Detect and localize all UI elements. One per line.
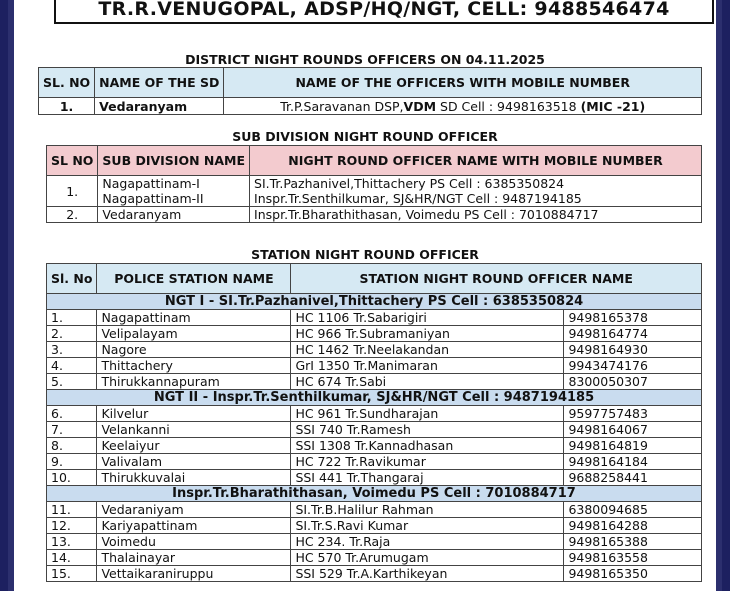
cell-ps: Valivalam [97, 454, 291, 470]
cell-cell: 9498164774 [564, 326, 702, 342]
left-border [0, 0, 8, 591]
cell-cell: 9498164930 [564, 342, 702, 358]
district-title: DISTRICT NIGHT ROUNDS OFFICERS ON 04.11.2025 [185, 52, 545, 67]
cell-sl: 5. [47, 374, 97, 390]
cell-cell: 9498165378 [564, 310, 702, 326]
table-row [47, 422, 702, 438]
col-officers: NAME OF THE OFFICERS WITH MOBILE NUMBER [224, 68, 702, 98]
cell-sl: 12. [47, 518, 97, 534]
cell-officer: SSI 529 Tr.A.Karthikeyan [291, 566, 564, 582]
subdivision-title: SUB DIVISION NIGHT ROUND OFFICER [232, 129, 498, 144]
right-border [722, 0, 730, 591]
cell-cell: 6380094685 [564, 502, 702, 518]
cell-sl: 3. [47, 342, 97, 358]
cell-officer: HC 234. Tr.Raja [291, 534, 564, 550]
cell-officer: GrI 1350 Tr.Manimaran [291, 358, 564, 374]
cell-sl: 13. [47, 534, 97, 550]
cell-cell: 9498163558 [564, 550, 702, 566]
table-row [47, 502, 702, 518]
table-row [47, 358, 702, 374]
cell-sl: 4. [47, 358, 97, 374]
cell-cell: 9498164819 [564, 438, 702, 454]
cell-ps: Thirukkannapuram [97, 374, 291, 390]
cell-cell: 9498164184 [564, 454, 702, 470]
group-heading-row [47, 390, 702, 406]
district-table [38, 67, 702, 115]
cell-cell: 9498165350 [564, 566, 702, 582]
cell-sl: 2. [47, 326, 97, 342]
cell-ps: Vedaraniyam [97, 502, 291, 518]
cell-ps: Velipalayam [97, 326, 291, 342]
cell-officer: SI.Tr.S.Ravi Kumar [291, 518, 564, 534]
col-sl: Sl. No [47, 264, 97, 294]
document-page [14, 0, 716, 591]
cell-sl: 9. [47, 454, 97, 470]
col-officer: NIGHT ROUND OFFICER NAME WITH MOBILE NUMBER [250, 146, 702, 176]
table-row [47, 438, 702, 454]
table-row [47, 326, 702, 342]
subdivision-table [46, 145, 702, 223]
station-table [46, 263, 702, 582]
cell-sl: 6. [47, 406, 97, 422]
cell-officer: SSI 1308 Tr.Kannadhasan [291, 438, 564, 454]
table-row [47, 518, 702, 534]
officer-cell: Tr.P.Saravanan DSP,VDM SD Cell : 9498163518 (MIC -21) [224, 98, 702, 115]
cell-ps: Nagapattinam [97, 310, 291, 326]
station-title: STATION NIGHT ROUND OFFICER [251, 247, 479, 262]
cell-sl: 7. [47, 422, 97, 438]
table-row: 1. Vedaranyam Tr.P.Saravanan DSP,VDM SD Cell : 9498163518 (MIC -21) [39, 98, 702, 115]
cell-officer: HC 722 Tr.Ravikumar [291, 454, 564, 470]
table-row [47, 310, 702, 326]
cell-sl: 15. [47, 566, 97, 582]
cell-sl: 11. [47, 502, 97, 518]
cell-officer: HC 1106 Tr.Sabarigiri [291, 310, 564, 326]
col-sl: SL. NO [39, 68, 95, 98]
cell-cell: 8300050307 [564, 374, 702, 390]
cell-officer: HC 1462 Tr.Neelakandan [291, 342, 564, 358]
group-heading-row [47, 294, 702, 310]
col-sl: SL NO [47, 146, 98, 176]
group-heading: NGT II - Inspr.Tr.Senthilkumar, SJ&HR/NGT Cell : 9487194185 [47, 390, 702, 406]
cell-ps: Thirukkuvalai [97, 470, 291, 486]
cell-ps: Velankanni [97, 422, 291, 438]
group-heading: NGT I - SI.Tr.Pazhanivel,Thittachery PS Cell : 6385350824 [47, 294, 702, 310]
cell-cell: 9498164288 [564, 518, 702, 534]
table-row: 2. Vedaranyam Inspr.Tr.Bharathithasan, Voimedu PS Cell : 7010884717 [47, 207, 702, 223]
cell-sl: 10. [47, 470, 97, 486]
cell-ps: Nagore [97, 342, 291, 358]
table-row [47, 566, 702, 582]
cell-sl: 8. [47, 438, 97, 454]
group-heading: Inspr.Tr.Bharathithasan, Voimedu PS Cell : 7010884717 [47, 486, 702, 502]
cell-officer: HC 674 Tr.Sabi [291, 374, 564, 390]
cell-ps: Vettaikaraniruppu [97, 566, 291, 582]
col-police-station: POLICE STATION NAME [97, 264, 291, 294]
cell-cell: 9498165388 [564, 534, 702, 550]
table-row [47, 550, 702, 566]
cell-cell: 9688258441 [564, 470, 702, 486]
cell-officer: HC 961 Tr.Sundharajan [291, 406, 564, 422]
cell-ps: Kariyapattinam [97, 518, 291, 534]
col-subdivision: SUB DIVISION NAME [98, 146, 250, 176]
cell-officer: SSI 441 Tr.Thangaraj [291, 470, 564, 486]
table-row [47, 374, 702, 390]
table-row [47, 470, 702, 486]
cell-ps: Kilvelur [97, 406, 291, 422]
cell-cell: 9943474176 [564, 358, 702, 374]
cell-officer: SSI 740 Tr.Ramesh [291, 422, 564, 438]
col-sd: NAME OF THE SD [95, 68, 224, 98]
table-row [47, 454, 702, 470]
cell-sl: 14. [47, 550, 97, 566]
table-row [47, 534, 702, 550]
header-title: TR.R.VENUGOPAL, ADSP/HQ/NGT, CELL: 9488546474 [54, 0, 714, 24]
cell-cell: 9498164067 [564, 422, 702, 438]
table-row [47, 342, 702, 358]
cell-officer: SI.Tr.B.Halilur Rahman [291, 502, 564, 518]
cell-ps: Voimedu [97, 534, 291, 550]
cell-ps: Thalainayar [97, 550, 291, 566]
group-heading-row [47, 486, 702, 502]
cell-sl: 1. [47, 310, 97, 326]
cell-ps: Thittachery [97, 358, 291, 374]
cell-officer: HC 570 Tr.Arumugam [291, 550, 564, 566]
cell-ps: Keelaiyur [97, 438, 291, 454]
col-officer: STATION NIGHT ROUND OFFICER NAME [291, 264, 702, 294]
table-row: 1. Nagapattinam-I Nagapattinam-II SI.Tr.Pazhanivel,Thittachery PS Cell : 6385350824 Inspr.Tr.Senthilkumar, SJ&HR/NGT Cell : 9487194185 [47, 176, 702, 207]
table-row [47, 406, 702, 422]
cell-cell: 9597757483 [564, 406, 702, 422]
cell-officer: HC 966 Tr.Subramaniyan [291, 326, 564, 342]
